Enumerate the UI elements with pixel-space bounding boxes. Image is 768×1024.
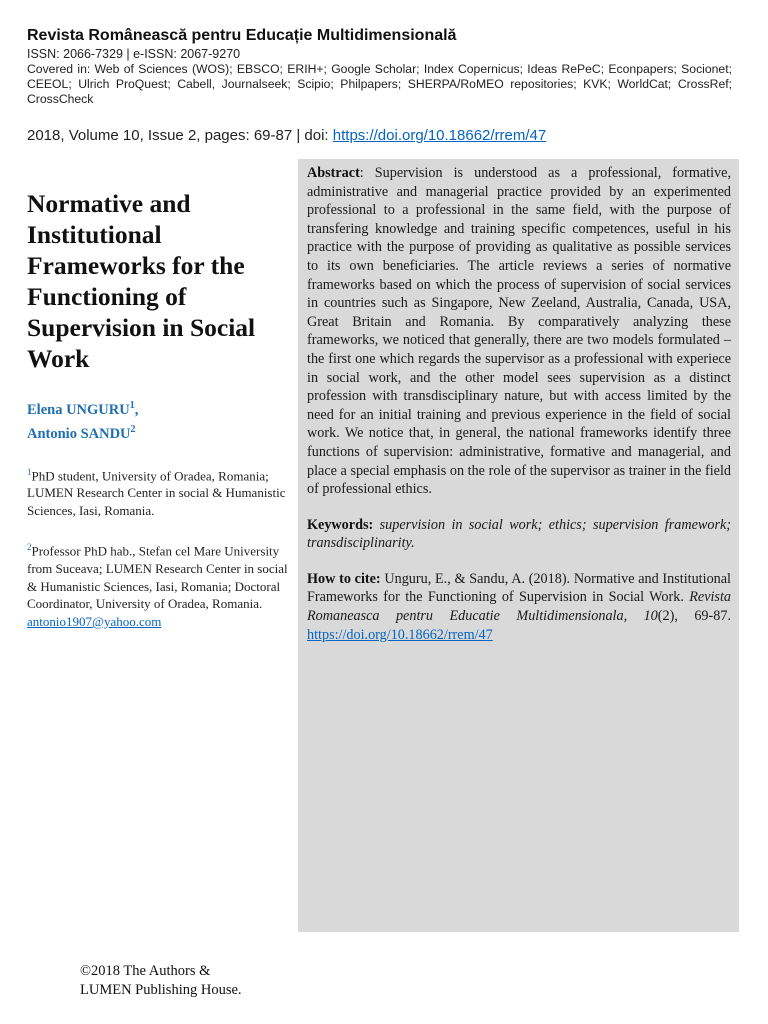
author-email-link[interactable]: antonio1907@yahoo.com xyxy=(27,613,162,629)
affiliation-2: $^2$Professor PhD hab., Stefan cel Mare University from Suceava; LUMEN Research Center in social & Humanistic Sciences, Iasi, Romania; Doctoral Coordinator, University of Oradea, Romania. antonio1907@yahoo.com xyxy=(27,542,288,629)
keywords-paragraph: Keywords: supervision in social work; ethics; supervision framework; transdisciplinarity. xyxy=(307,516,732,552)
cite-doi-link[interactable]: https://doi.org/10.18662/rrem/47 xyxy=(307,626,493,643)
issn-line: ISSN: 2066-7329 | e-ISSN: 2067-9270 xyxy=(27,47,241,61)
copyright-footer xyxy=(80,962,242,1000)
article-title: Normative and Institutional Frameworks for the Functioning of Supervision in Social Work xyxy=(27,189,256,373)
title-column xyxy=(27,188,292,630)
affiliation-1: $^1$PhD student, University of Oradea, Romania; LUMEN Research Center in social & Humanistic Sciences, Iasi, Romania. xyxy=(27,466,286,518)
abstract-text: : Supervision is understood as a professional, formative, administrative and managerial practice provided by an experimented professional to a professional in the same field, with the purpose of transfering knowledge and training specific competences, useful in his practice with the purpose of providing as qualitative as possible services to its own beneficiaries. The article reviews a series of normative frameworks based on which the process of supervision of social services in countries such as Singapore, New Zeeland, Australia, Canada, USA, Great Britain and Romania. By comparatively analyzing these frameworks, we noticed that generally, there are two models formulated – the first one which regards the supervisor as a professional with experiece in social work, and the other model sees supervision as a distinct profession with transdisciplinary nature, but with access limited by the need for an initial training and previous experience in the field of social work. We notice that, in general, the national frameworks identify three functions of supervision: administrative, formative and managerial, and place a special emphasis on the role of the supervisor as trainer in the field of professional ethics. xyxy=(307,165,731,498)
copyright-line-2: LUMEN Publishing House. xyxy=(80,982,242,998)
abstract-paragraph xyxy=(307,164,731,499)
abstract-panel xyxy=(298,159,739,932)
keywords-label: Keywords: xyxy=(307,516,374,533)
volume-doi-line xyxy=(27,127,546,144)
abstract-label: Abstract xyxy=(307,165,360,181)
journal-title: Revista Românească pentru Educație Multidimensională xyxy=(27,27,457,44)
copyright-line-1: ©2018 The Authors & xyxy=(80,963,211,979)
indexing-list: Covered in: Web of Sciences (WOS); EBSCO; ERIH+; Google Scholar; Index Copernicus; Ideas RePeC; Econpapers; Socionet; CEEOL; Ulrich ProQuest; Cabell, Journalseek; Scipio; Philpapers; SHERPA/RoMEO repositories; KVK; WorldCat; CrossRef; CrossCheck xyxy=(27,62,732,106)
author-2: Antonio SANDU$^2$ xyxy=(27,423,136,442)
how-to-cite-label: How to cite: xyxy=(307,570,381,587)
cite-journal-name: Revista Romaneasca pentru Educatie Multidimensionala, 10 xyxy=(307,589,731,625)
author-1: Elena UNGURU$^1$, xyxy=(27,400,139,418)
journal-header xyxy=(27,26,732,107)
doi-link[interactable]: https://doi.org/10.18662/rrem/47 xyxy=(332,127,547,144)
keywords-text: supervision in social work; ethics; supervision framework; transdisciplinarity xyxy=(307,516,732,552)
author-list xyxy=(27,396,292,444)
how-to-cite-paragraph: How to cite: Unguru, E., & Sandu, A. (2018). Normative and Institutional Frameworks for the Functioning of Supervision in Social Work. Revista Romaneasca pentru Educatie Multidimensionala, 10(2), 69-87. https://doi.org/10.18662/rrem/47 xyxy=(307,570,731,643)
volume-info: 2018, Volume 10, Issue 2, pages: 69-87 | doi: xyxy=(27,127,333,144)
